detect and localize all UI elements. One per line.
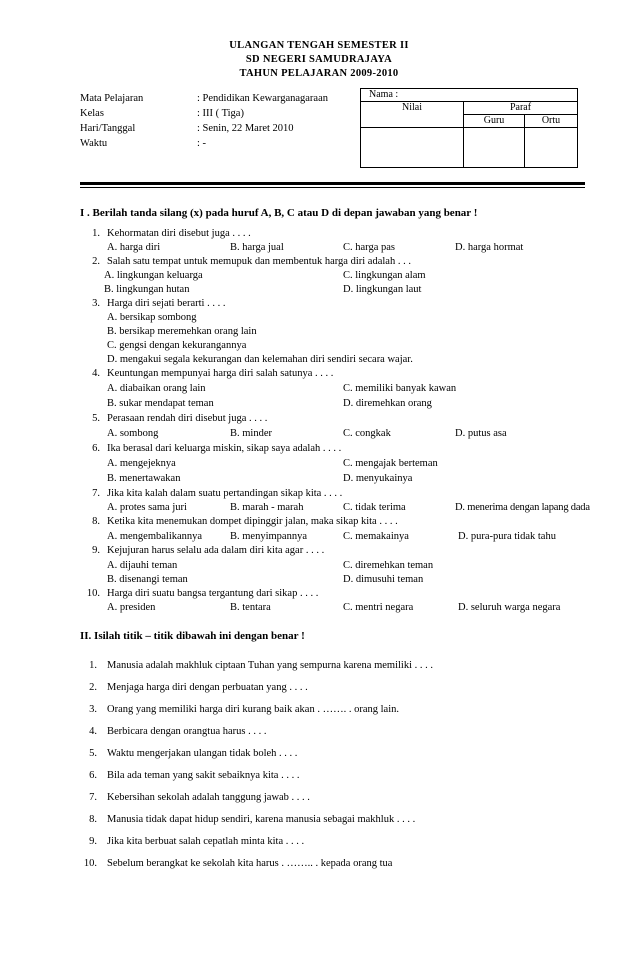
question-number: 7.	[92, 488, 100, 499]
option-b[interactable]: B. disenangi teman	[107, 574, 188, 585]
option-d[interactable]: D. mengakui segala kekurangan dan kelemahan diri sendiri secara wajar.	[107, 354, 413, 365]
essay-number: 6.	[89, 770, 97, 781]
question-text: Kejujuran harus selalu ada dalam diri kita agar . . . .	[107, 545, 325, 556]
option-d[interactable]: D. diremehkan orang	[343, 398, 432, 409]
essay-question: Sebelum berangkat ke sekolah kita harus . …….. . kepada orang tua	[107, 858, 393, 869]
question-text: Kehormatan diri disebut juga . . . .	[107, 228, 251, 239]
question-number: 6.	[92, 443, 100, 454]
essay-question: Menjaga harga diri dengan perbuatan yang . . . .	[107, 682, 308, 693]
option-b[interactable]: B. marah - marah	[230, 502, 304, 513]
option-d[interactable]: D. seluruh warga negara	[458, 602, 561, 613]
option-a[interactable]: A. bersikap sombong	[107, 312, 197, 323]
option-d[interactable]: D. pura-pura tidak tahu	[458, 531, 556, 542]
teacher-signature-field[interactable]	[464, 128, 525, 168]
option-b[interactable]: B. bersikap meremehkan orang lain	[107, 326, 257, 337]
question-number: 4.	[92, 368, 100, 379]
question-text: Perasaan rendah diri disebut juga . . . .	[107, 413, 268, 424]
question-number: 3.	[92, 298, 100, 309]
option-a[interactable]: A. mengembalikannya	[107, 531, 203, 542]
option-c[interactable]: C. tidak terima	[343, 502, 406, 513]
score-header: Nilai	[361, 102, 464, 128]
option-a[interactable]: A. lingkungan keluarga	[104, 270, 203, 281]
option-d[interactable]: D. harga hormat	[455, 242, 524, 253]
essay-number: 2.	[89, 682, 97, 693]
essay-question: Jika kita berbuat salah cepatlah minta kita . . . .	[107, 836, 305, 847]
parent-signature-field[interactable]	[525, 128, 578, 168]
option-a[interactable]: A. diabaikan orang lain	[107, 383, 206, 394]
question-text: Ika berasal dari keluarga miskin, sikap saya adalah . . . .	[107, 443, 342, 454]
info-value-class: : III ( Tiga)	[197, 108, 244, 119]
essay-number: 4.	[89, 726, 97, 737]
question-number: 5.	[92, 413, 100, 424]
info-label-class: Kelas	[80, 108, 104, 119]
section-2-title: II. Isilah titik – titik dibawah ini dengan benar !	[80, 630, 305, 642]
academic-year: TAHUN PELAJARAN 2009-2010	[239, 68, 399, 79]
question-text: Harga diri suatu bangsa tergantung dari sikap . . . .	[107, 588, 319, 599]
question-text: Salah satu tempat untuk memupuk dan membentuk harga diri adalah . . .	[107, 256, 411, 267]
option-c[interactable]: C. memiliki banyak kawan	[343, 383, 457, 394]
option-b[interactable]: B. harga jual	[230, 242, 284, 253]
essay-number: 7.	[89, 792, 97, 803]
question-text: Ketika kita menemukan dompet dipinggir jalan, maka sikap kita . . . .	[107, 516, 398, 527]
question-number: 9.	[92, 545, 100, 556]
essay-number: 10.	[83, 858, 97, 869]
divider-thick	[80, 182, 585, 185]
essay-number: 3.	[89, 704, 97, 715]
option-c[interactable]: C. mentri negara	[343, 602, 414, 613]
info-value-time: : -	[197, 138, 207, 149]
divider-thin	[80, 187, 585, 188]
question-text: Jika kita kalah dalam suatu pertandingan sikap kita . . . .	[107, 488, 343, 499]
parent-header: Ortu	[525, 115, 578, 128]
option-b[interactable]: B. minder	[230, 428, 272, 439]
option-c[interactable]: C. mengajak berteman	[343, 458, 438, 469]
essay-question: Berbicara dengan orangtua harus . . . .	[107, 726, 267, 737]
name-field[interactable]: Nama :	[361, 89, 578, 102]
option-c[interactable]: C. memakainya	[343, 531, 409, 542]
grade-box	[360, 88, 578, 168]
question-number: 10.	[86, 588, 100, 599]
info-value-date: : Senin, 22 Maret 2010	[197, 123, 294, 134]
option-d[interactable]: D. dimusuhi teman	[343, 574, 424, 585]
option-b[interactable]: B. menertawakan	[107, 473, 181, 484]
option-b[interactable]: B. menyimpannya	[230, 531, 307, 542]
option-a[interactable]: A. harga diri	[107, 242, 161, 253]
teacher-header: Guru	[464, 115, 525, 128]
essay-question: Waktu mengerjakan ulangan tidak boleh . . . .	[107, 748, 298, 759]
option-c[interactable]: C. gengsi dengan kekurangannya	[107, 340, 247, 351]
info-value-subject: : Pendidikan Kewarganagaraan	[197, 93, 329, 104]
option-b[interactable]: B. tentara	[230, 602, 271, 613]
option-d[interactable]: D. menerima dengan lapang dada	[455, 502, 590, 513]
question-text: Harga diri sejati berarti . . . .	[107, 298, 226, 309]
signature-header: Paraf	[464, 102, 578, 115]
essay-number: 5.	[89, 748, 97, 759]
essay-question: Orang yang memiliki harga diri kurang baik akan . ……. . orang lain.	[107, 704, 399, 715]
option-c[interactable]: C. diremehkan teman	[343, 560, 434, 571]
option-a[interactable]: A. dijauhi teman	[107, 560, 178, 571]
option-b[interactable]: B. lingkungan hutan	[104, 284, 190, 295]
option-d[interactable]: D. lingkungan laut	[343, 284, 422, 295]
option-d[interactable]: D. menyukainya	[343, 473, 413, 484]
option-c[interactable]: C. congkak	[343, 428, 391, 439]
essay-question: Bila ada teman yang sakit sebaiknya kita . . . .	[107, 770, 300, 781]
question-text: Keuntungan mempunyai harga diri salah satunya . . . .	[107, 368, 334, 379]
question-number: 8.	[92, 516, 100, 527]
essay-number: 9.	[89, 836, 97, 847]
essay-number: 1.	[89, 660, 97, 671]
essay-question: Manusia tidak dapat hidup sendiri, karena manusia sebagai makhluk . . . .	[107, 814, 416, 825]
option-a[interactable]: A. sombong	[107, 428, 159, 439]
option-b[interactable]: B. sukar mendapat teman	[107, 398, 214, 409]
essay-question: Kebersihan sekolah adalah tanggung jawab . . . .	[107, 792, 310, 803]
info-label-time: Waktu	[80, 138, 108, 149]
info-label-date: Hari/Tanggal	[80, 123, 136, 134]
essay-number: 8.	[89, 814, 97, 825]
exam-title: ULANGAN TENGAH SEMESTER II	[229, 40, 409, 51]
option-a[interactable]: A. presiden	[107, 602, 156, 613]
option-a[interactable]: A. protes sama juri	[107, 502, 187, 513]
score-field[interactable]	[361, 128, 464, 168]
option-c[interactable]: C. lingkungan alam	[343, 270, 426, 281]
school-name: SD NEGERI SAMUDRAJAYA	[245, 54, 393, 65]
option-a[interactable]: A. mengejeknya	[107, 458, 176, 469]
info-label-subject: Mata Pelajaran	[80, 93, 144, 104]
option-c[interactable]: C. harga pas	[343, 242, 396, 253]
question-number: 1.	[92, 228, 100, 239]
section-1-title: I . Berilah tanda silang (x) pada huruf A, B, C atau D di depan jawaban yang benar !	[80, 207, 478, 219]
essay-question: Manusia adalah makhluk ciptaan Tuhan yang sempurna karena memiliki . . . .	[107, 660, 434, 671]
question-number: 2.	[92, 256, 100, 267]
option-d[interactable]: D. putus asa	[455, 428, 507, 439]
